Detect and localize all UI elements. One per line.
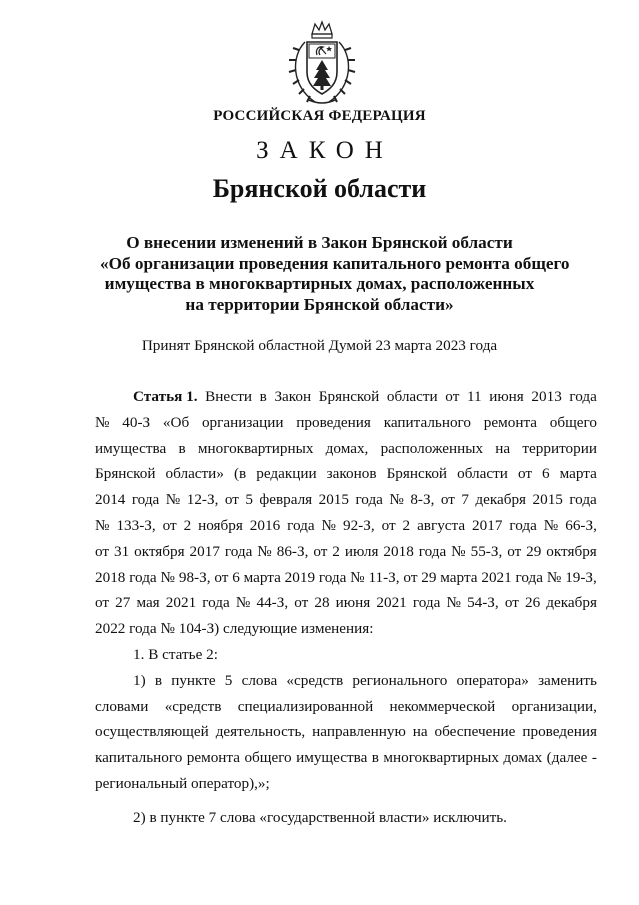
subpoint-1-line: капитального ремонта общего имущества в многоквартирных домах (далее - xyxy=(95,749,597,767)
article-text-line: от 31 октября 2017 года № 86-З, от 2 июля 2018 года № 55-З, от 29 октября xyxy=(95,542,597,560)
federation-heading: РОССИЙСКАЯ ФЕДЕРАЦИЯ xyxy=(213,108,426,124)
coat-of-arms-icon xyxy=(285,20,359,108)
point-1-line: 1. В статье 2: xyxy=(133,645,218,663)
article-text-line: имущества в многоквартирных домах, расположенных на территории xyxy=(95,439,597,457)
article-text-line: 2014 года № 12-З, от 5 февраля 2015 года № 8-З, от 7 декабря 2015 года xyxy=(95,491,597,509)
law-title-line: О внесении изменений в Закон Брянской области xyxy=(126,233,513,252)
subpoint-1-line: региональный оператор),»; xyxy=(95,774,270,792)
law-title-line: имущества в многоквартирных домах, расположенных xyxy=(104,274,535,293)
article-text-line: № 40-З «Об организации проведения капитального ремонта общего xyxy=(95,413,597,431)
subpoint-1-line: словами «средств специализированной некоммерческой организации, xyxy=(95,697,597,715)
law-title-line: «Об организации проведения капитального ремонта общего xyxy=(100,253,570,273)
subpoint-1-line: 1) в пункте 5 слова «средств регионального оператора» заменить xyxy=(133,671,597,689)
law-title xyxy=(100,233,570,315)
law-title-line: на территории Брянской области» xyxy=(185,294,454,314)
adoption-date-line: Принят Брянской областной Думой 23 марта 2023 года xyxy=(141,337,498,354)
article-label: Статья 1. xyxy=(133,388,198,405)
article-text-line: 2018 года № 98-З, от 6 марта 2019 года № 11-З, от 29 марта 2021 года № 19-З, xyxy=(95,568,597,586)
law-body xyxy=(95,384,597,831)
region-heading: Брянской области xyxy=(212,174,427,203)
subpoint-2-line: 2) в пункте 7 слова «государственной власти» исключить. xyxy=(133,808,507,826)
article-text-line: № 133-З, от 2 ноября 2016 года № 92-З, от 2 августа 2017 года № 66-З, xyxy=(95,516,597,534)
article-text-line: Статья 1. Внести в Закон Брянской области от 11 июня 2013 года xyxy=(95,384,597,410)
article-text-line: 2022 года № 104-З) следующие изменения: xyxy=(95,620,374,638)
document-type-heading: ЗАКОН xyxy=(256,137,394,164)
article-text-line: от 27 мая 2021 года № 44-З, от 28 июня 2021 года № 54-З, от 26 декабря xyxy=(95,594,597,612)
article-text-line: Брянской области» (в редакции законов Брянской области от 6 марта xyxy=(95,465,597,483)
subpoint-1-line: осуществляющей деятельность, направленную на обеспечение проведения xyxy=(95,723,597,741)
